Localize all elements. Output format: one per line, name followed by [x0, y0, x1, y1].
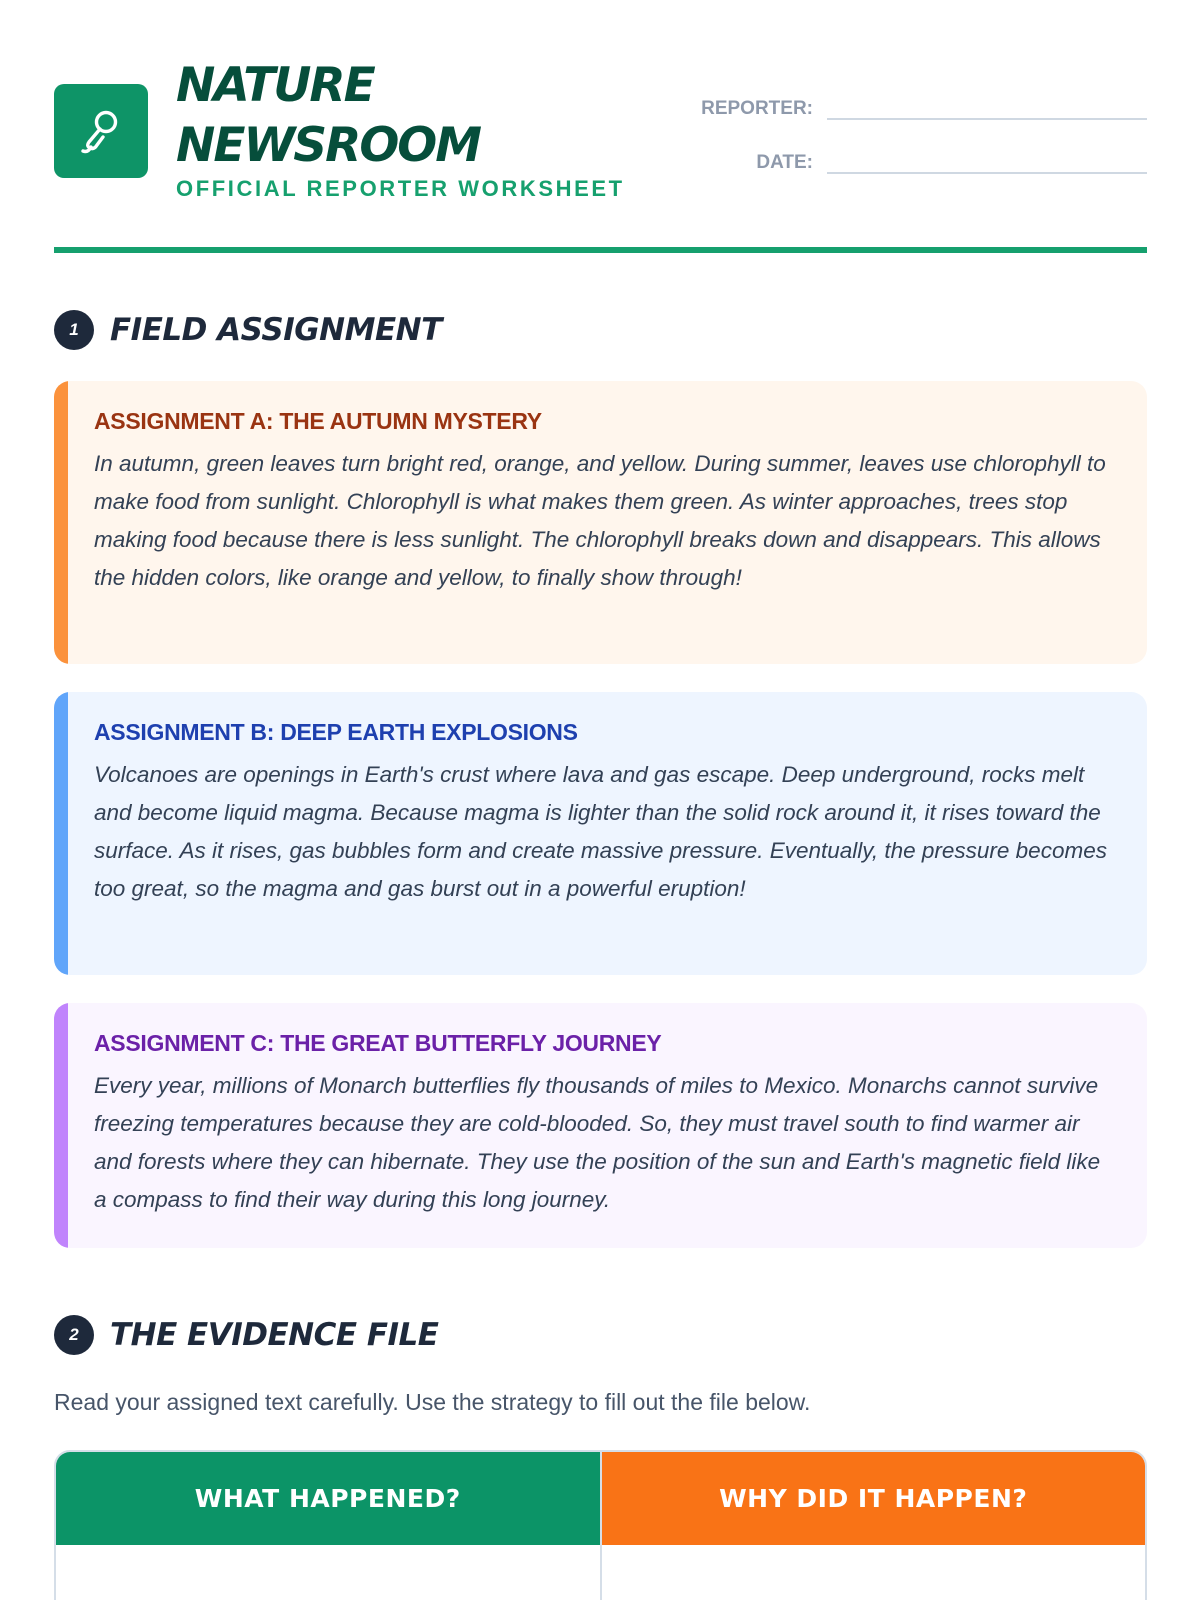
page-subtitle: OFFICIAL REPORTER WORKSHEET [176, 176, 625, 201]
reporter-field[interactable] [827, 90, 1147, 120]
assignment-title: ASSIGNMENT C: THE GREAT BUTTERFLY JOURNEY [94, 1030, 662, 1056]
section-1-heading [54, 310, 442, 350]
section-2-heading [54, 1315, 438, 1355]
assignment-text: In autumn, green leaves turn bright red, orange, and yellow. During summer, leaves use chlorophyll to make food from sunlight. Chlorophyll is what makes them green. As winter approaches, trees stop making food because there is less sunlight. The chlorophyll breaks down and disappears. This allows the hidden colors, like orange and yellow, to finally show through! [94, 451, 1106, 590]
section-number-badge: 1 [54, 310, 94, 350]
what-happened-cell[interactable] [56, 1545, 600, 1600]
section-number-badge: 2 [54, 1315, 94, 1355]
evidence-table [54, 1450, 1147, 1600]
column-header: WHY DID IT HAPPEN? [602, 1452, 1146, 1545]
assignment-title: ASSIGNMENT B: DEEP EARTH EXPLOSIONS [94, 719, 578, 745]
date-row [677, 144, 1147, 174]
assignment-text: Volcanoes are openings in Earth's crust where lava and gas escape. Deep underground, rocks melt and become liquid magma. Because magma is lighter than the solid rock around it, it rises toward the surface. As it rises, gas bubbles form and create massive pressure. Eventually, the pressure becomes too great, so the magma and gas burst out in a powerful eruption! [94, 762, 1107, 901]
title-line-2: NEWSROOM [176, 118, 481, 173]
page-title [176, 56, 480, 176]
column-header: WHAT HAPPENED? [56, 1452, 600, 1545]
reporter-row [677, 90, 1147, 120]
title-line-1: NATURE [176, 58, 374, 113]
assignment-text: Every year, millions of Monarch butterflies fly thousands of miles to Mexico. Monarchs cannot survive freezing temperatures because they are cold-blooded. So, they must travel south to find warmer air and forests where they can hibernate. They use the position of the sun and Earth's magnetic field like a compass to find their way during this long journey. [94, 1073, 1101, 1212]
section-title: FIELD ASSIGNMENT [110, 312, 442, 348]
header-divider [54, 247, 1147, 253]
why-did-it-happen-cell[interactable] [602, 1545, 1146, 1600]
section-title: THE EVIDENCE FILE [110, 1317, 439, 1353]
reporter-label: REPORTER: [701, 98, 813, 119]
logo-badge [54, 84, 148, 178]
microphone-icon [79, 107, 123, 155]
assignment-card-a [54, 381, 1147, 664]
assignment-card-c [54, 1003, 1147, 1248]
worksheet-header [54, 52, 1147, 252]
date-field[interactable] [827, 144, 1147, 174]
evidence-column-why [600, 1452, 1146, 1600]
evidence-column-what [56, 1452, 600, 1600]
assignment-title: ASSIGNMENT A: THE AUTUMN MYSTERY [94, 408, 542, 434]
date-label: DATE: [756, 152, 813, 173]
assignment-card-b [54, 692, 1147, 975]
instructions-text: Read your assigned text carefully. Use the strategy to fill out the file below. [54, 1389, 811, 1415]
